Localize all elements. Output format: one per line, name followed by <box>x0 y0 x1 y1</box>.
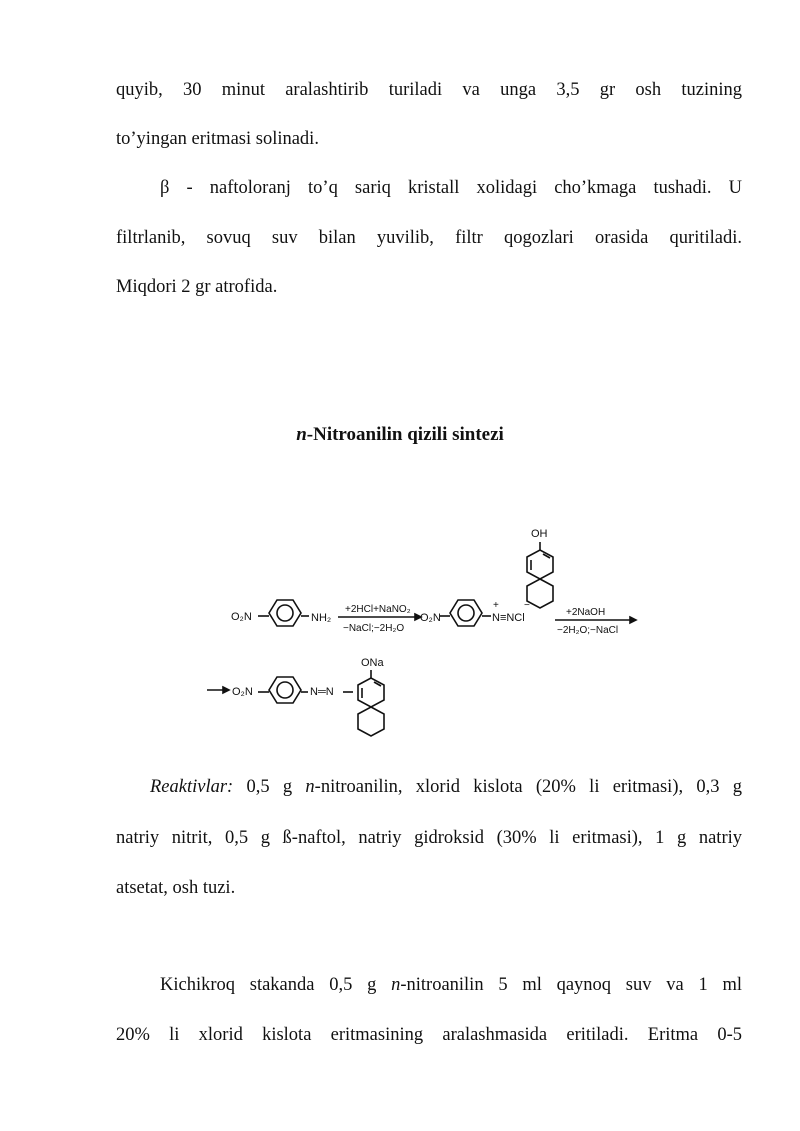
benzene-ring <box>269 600 301 626</box>
paragraph-line: 20% li xlorid kislota eritmasining aralashmasida eritiladi. Eritma 0-5 <box>116 1025 742 1045</box>
paragraph-line: quyib, 30 minut aralashtirib turiladi va unga 3,5 gr osh tuzining <box>116 80 742 100</box>
arrow-reagents-bottom: −2H₂O;−NaCl <box>557 625 619 636</box>
paragraph-line: β - naftoloranj to’q sariq kristall xolidagi cho’kmaga tushadi. U <box>160 178 742 198</box>
arrow-reagents-bottom: −NaCl;−2H₂O <box>343 623 405 634</box>
diazonium-label: N≡NCl <box>492 612 525 624</box>
text-span: n <box>305 777 315 797</box>
azo-label: N═N <box>310 686 334 698</box>
text-span: n <box>391 975 401 995</box>
charge-minus: − <box>524 600 530 611</box>
text-span: -nitroanilin 5 ml qaynoq suv va 1 ml <box>400 975 742 995</box>
paragraph-line: atsetat, osh tuzi. <box>116 878 236 898</box>
paragraph-line: filtrlanib, sovuq suv bilan yuvilib, filtr qogozlari orasida quritiladi. <box>116 228 742 248</box>
text-span: Kichikroq stakanda 0,5 g <box>160 975 392 995</box>
reactant-label: O₂N <box>232 686 253 698</box>
reactant-label: O₂N <box>231 611 252 623</box>
arrow-reagents-top: +2HCl+NaNO₂ <box>345 604 411 615</box>
amine-label: NH₂ <box>311 612 332 624</box>
paragraph-line: to’yingan eritmasi solinadi. <box>116 129 319 149</box>
benzene-ring <box>450 600 482 626</box>
section-heading <box>0 424 800 446</box>
text-span: -nitroanilin, xlorid kislota (20% li eritmasi), 0,3 g <box>314 777 743 797</box>
reaction-scheme <box>195 520 655 750</box>
paragraph-line: natriy nitrit, 0,5 g ß-naftol, natriy gidroksid (30% li eritmasi), 1 g natriy <box>116 828 742 848</box>
sodium-oxide-label: ONa <box>361 657 384 669</box>
text-span: 0,5 g <box>233 777 306 797</box>
paragraph-line <box>160 973 742 997</box>
arrow-reagents-top: +2NaOH <box>566 607 606 618</box>
reactant-label: O₂N <box>420 612 441 624</box>
reagents-label: Reaktivlar: <box>150 777 234 797</box>
benzene-ring <box>269 677 301 703</box>
charge-plus: + <box>493 600 499 611</box>
naphthalene-ring <box>358 707 384 736</box>
heading-text: -Nitroanilin qizili sintezi <box>306 424 504 445</box>
paragraph-line: Miqdori 2 gr atrofida. <box>116 277 278 297</box>
paragraph-line <box>150 775 742 799</box>
hydroxyl-label: OH <box>531 528 548 540</box>
heading-prefix: n <box>296 424 307 445</box>
naphthalene-ring <box>527 579 553 608</box>
